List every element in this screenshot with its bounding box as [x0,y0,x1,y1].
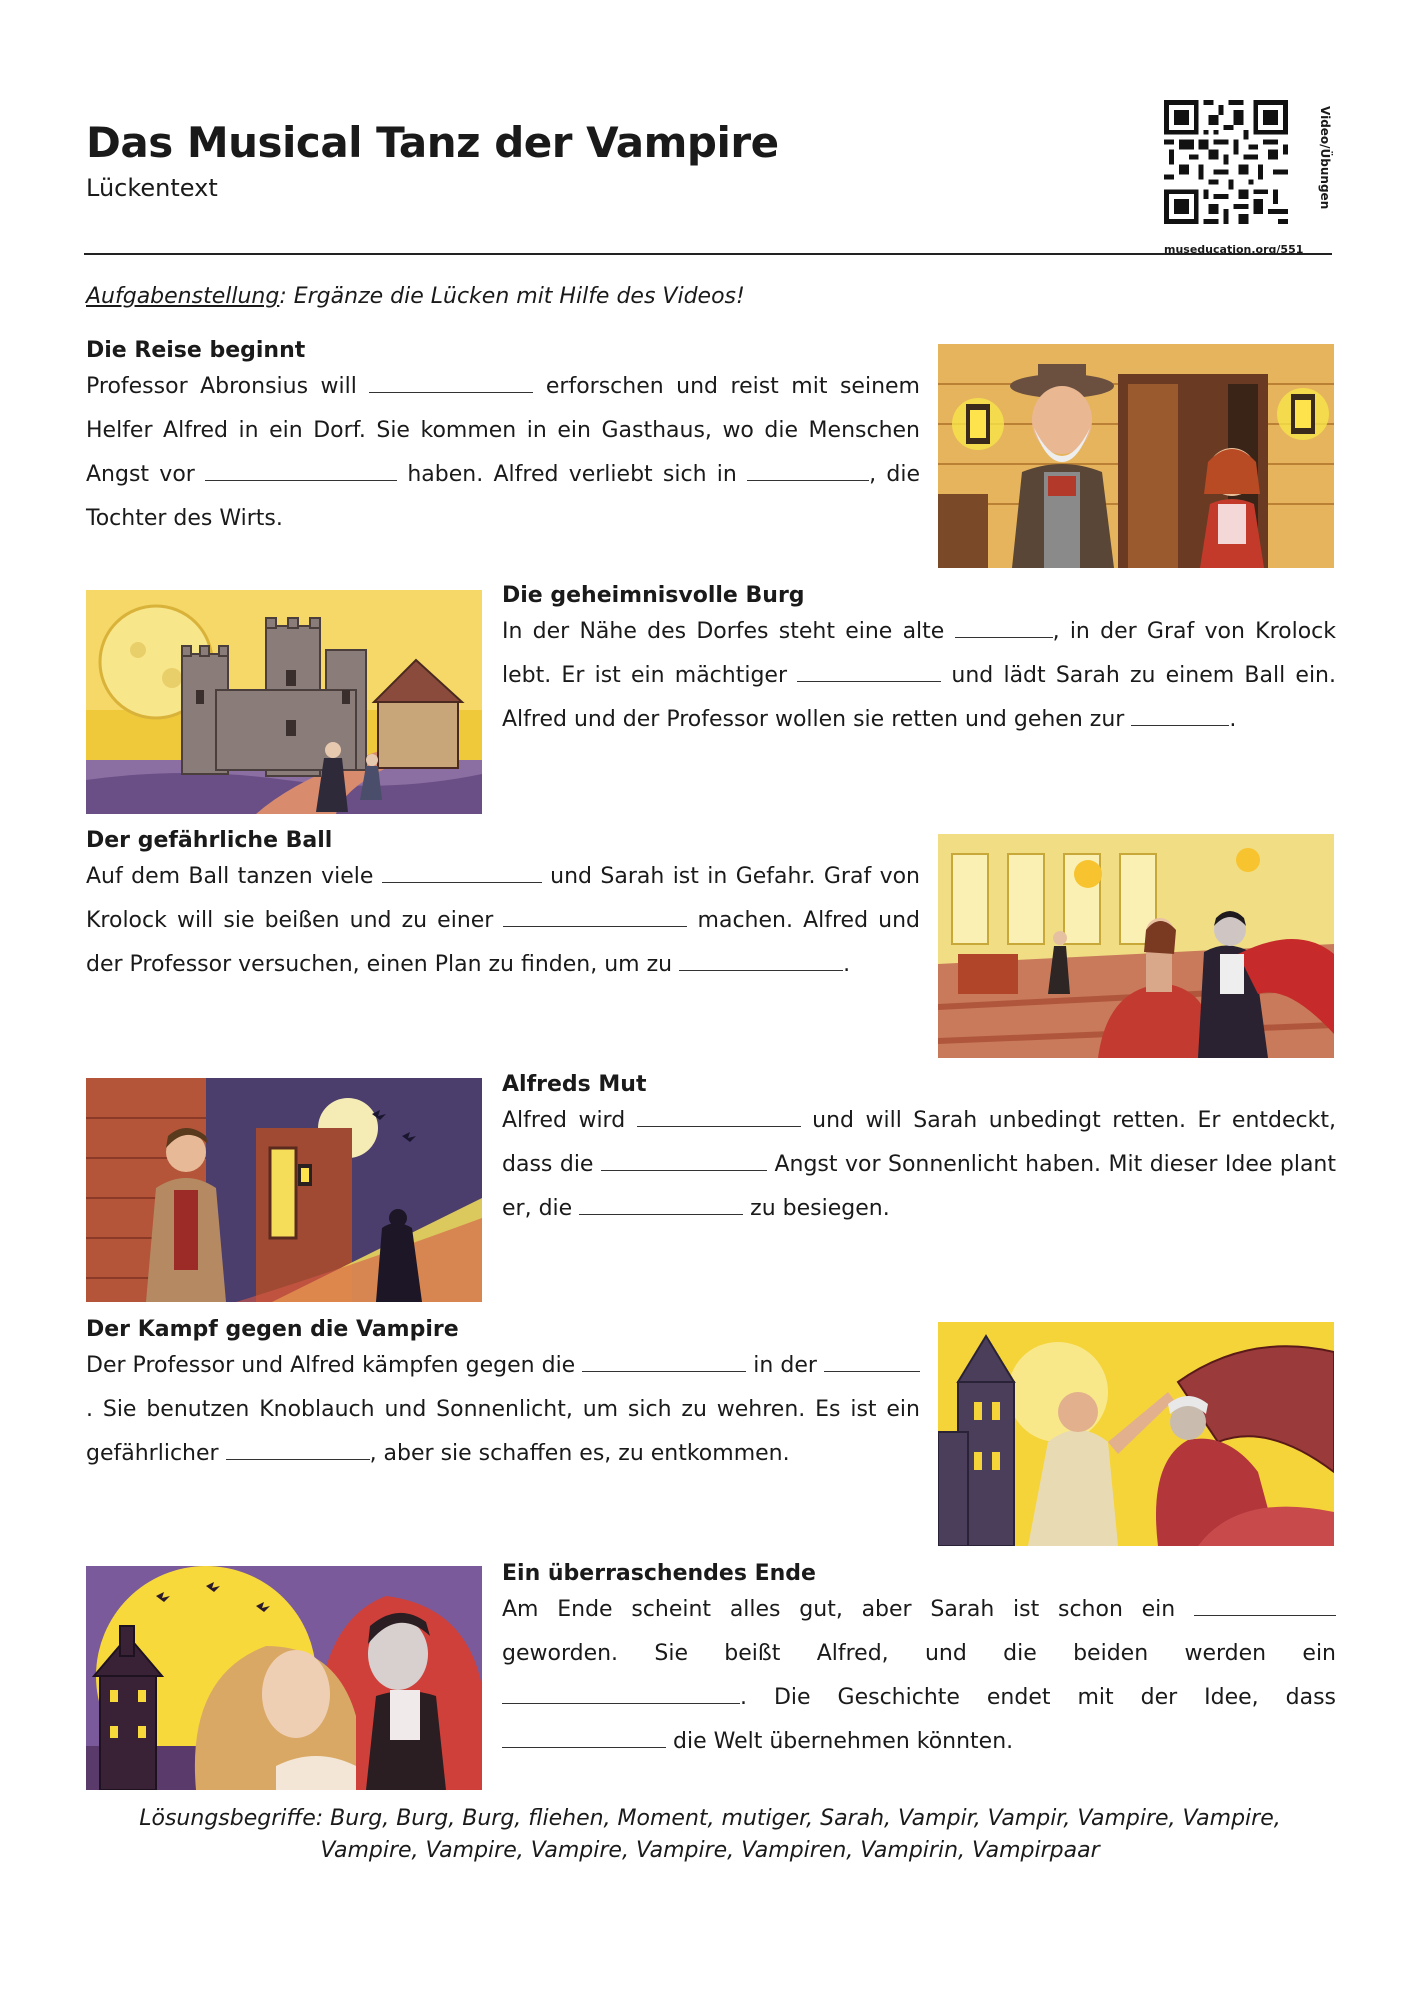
section-text: Alfred wird und will Sarah unbedingt retten. Er entdeckt, dass die Angst vor Sonnenlicht haben. Mit dieser Idee plant er, die zu besiegen. [502,1099,1336,1231]
blank-field[interactable] [955,615,1053,638]
blank-field[interactable] [502,1725,666,1748]
castle-moon-illustration [86,590,482,814]
blank-field[interactable] [747,458,869,481]
blank-field[interactable] [503,904,687,927]
section-heading: Die Reise beginnt [86,338,306,363]
section-alfred-courage [502,1071,1336,1231]
header-divider [84,253,1332,255]
blank-field[interactable] [579,1192,743,1215]
section-text: Am Ende scheint alles gut, aber Sarah ist schon ein geworden. Sie beißt Alfred, und die beiden werden ein . Die Geschichte endet mit der Idee, dass die Welt übernehmen könnten. [502,1588,1336,1764]
section-journey [86,337,920,541]
task-label: Aufgabenstellung [86,284,280,309]
section-heading: Ein überraschendes Ende [502,1561,816,1586]
solution-line: Lösungsbegriffe: Burg, Burg, Burg, fliehen, Moment, mutiger, Sarah, Vampir, Vampir, Vampire, Vampire, [139,1806,1281,1831]
blank-field[interactable] [226,1437,370,1460]
alfred-street-illustration [86,1078,482,1302]
section-heading: Die geheimnisvolle Burg [502,583,805,608]
blank-field[interactable] [205,458,397,481]
blank-field[interactable] [824,1349,920,1372]
section-fight [86,1316,920,1476]
ballroom-dance-illustration [938,834,1334,1058]
section-text: In der Nähe des Dorfes steht eine alte , in der Graf von Krolock lebt. Er ist ein mächtiger und lädt Sarah zu einem Ball ein. Alfred und der Professor wollen sie retten und gehen zur . [502,610,1336,742]
solution-line: Vampire, Vampire, Vampire, Vampire, Vampiren, Vampirin, Vampirpaar [320,1838,1100,1863]
page-title: Das Musical Tanz der Vampire [86,118,779,167]
blank-field[interactable] [601,1148,767,1171]
section-heading: Alfreds Mut [502,1072,647,1097]
task-text: : Ergänze die Lücken mit Hilfe des Videos! [279,284,745,309]
section-heading: Der gefährliche Ball [86,828,333,853]
professor-and-sarah-illustration [938,344,1334,568]
section-heading: Der Kampf gegen die Vampire [86,1317,459,1342]
blank-field[interactable] [797,659,941,682]
blank-field[interactable] [1131,703,1229,726]
blank-field[interactable] [369,370,533,393]
blank-field[interactable] [679,948,843,971]
qr-code-icon[interactable] [1164,100,1288,224]
video-exercises-label: Video/Übungen [1318,106,1332,210]
section-castle [502,582,1336,742]
blank-field[interactable] [582,1349,746,1372]
blank-field[interactable] [637,1104,801,1127]
section-text: Professor Abronsius will erforschen und reist mit seinem Helfer Alfred in ein Dorf. Sie kommen in ein Gasthaus, wo die Menschen Angst vor haben. Alfred verliebt sich in , die Tochter des Wirts. [86,365,920,541]
task-instruction [86,284,745,309]
page-subtitle: Lückentext [86,174,218,202]
section-ending [502,1560,1336,1764]
section-text: Der Professor und Alfred kämpfen gegen die in der . Sie benutzen Knoblauch und Sonnenlicht, um sich zu wehren. Es ist ein gefährlicher , aber sie schaffen es, zu entkommen. [86,1344,920,1476]
vampire-fight-illustration [938,1322,1334,1546]
vampire-bite-illustration [86,1566,482,1790]
solution-terms [86,1803,1334,1867]
blank-field[interactable] [382,860,542,883]
section-text: Auf dem Ball tanzen viele und Sarah ist in Gefahr. Graf von Krolock will sie beißen und zu einer machen. Alfred und der Professor versuchen, einen Plan zu finden, um zu . [86,855,920,987]
blank-field[interactable] [1194,1593,1336,1616]
website-url[interactable]: museducation.org/551 [1164,243,1304,256]
blank-field[interactable] [502,1681,740,1704]
section-ball [86,827,920,987]
